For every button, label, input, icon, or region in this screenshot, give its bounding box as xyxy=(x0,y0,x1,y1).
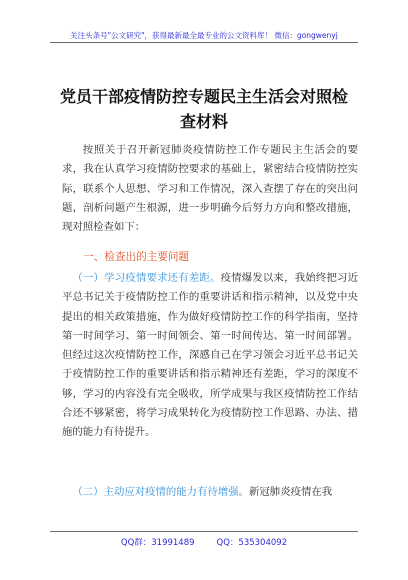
section-heading: 一、检查出的主要问题 xyxy=(83,251,190,263)
item1-paragraph xyxy=(62,269,358,443)
footer-qq-group: QQ群：31991489 xyxy=(120,538,195,548)
item2-paragraph xyxy=(62,483,358,502)
document-title: 党员干部疫情防控专题民主生活会对照检查材料 xyxy=(59,87,348,131)
header-divider xyxy=(50,42,358,43)
item2-text: 新冠肺炎疫情在我 xyxy=(249,486,333,498)
footer-divider xyxy=(50,531,358,532)
item1-heading: （一）学习疫情要求还有差距。 xyxy=(72,272,221,284)
page-footer xyxy=(50,536,358,548)
item2-heading: （二）主动应对疫情的能力有待增强。 xyxy=(72,486,250,498)
intro-paragraph: 按照关于召开新冠肺炎疫情防控工作专题民主生活会的要求，我在认真学习疫情防控要求的基础上，紧密结合疫情防控实际，联系个人思想、学习和工作情况，深入查摆了存在的突出问题，剖析问题产生根源，进一步明确今后努力方向和整改措施，现对照检查如下： xyxy=(62,144,358,234)
item1-text: 疫情爆发以来，我始终把习近平总书记关于疫情防控工作的重要讲话和指示精神，以及党中央提出的相关政策措施，作为做好疫情防控工作的科学指南，坚持第一时间学习、第一时间领会、第一时间传达、第一时间部署。但经过这次疫情防控工作，深感自己在学习领会习近平总书记关于疫情防控工作的重要讲话和指示精神还有差距，学习的深度不够，学习的内容没有完全吸收，所学成果与我区疫情防控工作结合还不够紧密，将学习成果转化为疫情防控工作思路、办法、措施的能力有待提升。 xyxy=(62,272,359,439)
footer-qq: QQ：535304092 xyxy=(216,538,288,548)
page-header-note: 关注头条号"公文研究"，获得最新最全最专业的公文资料库！ 微信：gongwenyj xyxy=(70,31,338,40)
